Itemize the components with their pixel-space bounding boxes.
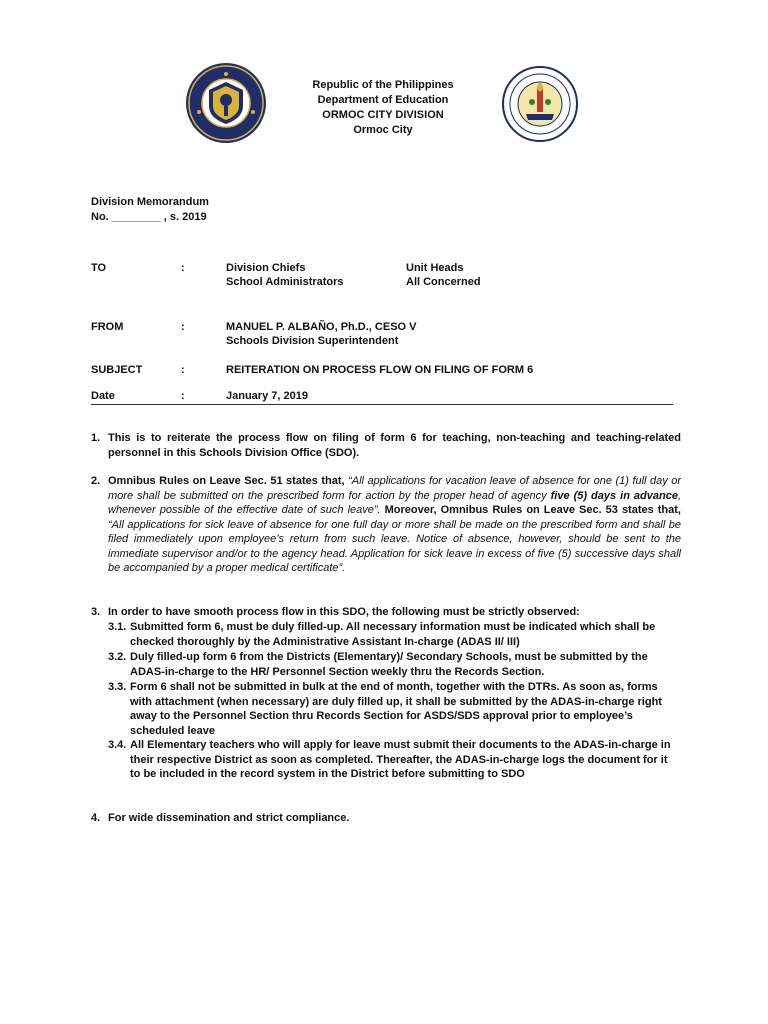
date-label: Date	[91, 390, 115, 402]
sub-item-3-3	[108, 680, 680, 738]
header-department: Department of Education	[317, 94, 449, 106]
ormoc-division-seal-logo	[502, 66, 578, 142]
deped-seal-logo	[185, 62, 267, 144]
sub-item-number: 3.2.	[108, 651, 127, 663]
subject-colon: :	[181, 364, 185, 376]
subject-label: SUBJECT	[91, 364, 143, 376]
letterhead	[290, 78, 476, 138]
divider-line	[91, 404, 673, 405]
sub-item-text: Form 6 shall not be submitted in bulk at the end of month, together with the DTRs. As soon as, forms with attachment (when necessary) are duly filled up, it shall be submitted by the ADAS-in-charge right away to the Personnel Section thru Records Section for ASDS/SDS approval prior to employee’s scheduled leave	[130, 681, 662, 737]
to-recipient-1: Division Chiefs	[226, 262, 306, 274]
sub-item-3-1	[108, 620, 680, 649]
header-city: Ormoc City	[353, 124, 413, 136]
to-recipient-3: Unit Heads	[406, 262, 464, 274]
from-colon: :	[181, 321, 185, 333]
to-label: TO	[91, 262, 107, 274]
paragraph-3	[91, 605, 681, 620]
memo-number-block	[91, 195, 209, 225]
from-label: FROM	[91, 321, 124, 333]
sub-item-3-2	[108, 650, 680, 679]
rule-53-intro: Moreover, Omnibus Rules on Leave Sec. 53 states that,	[380, 504, 681, 516]
sub-item-text: Duly filled-up form 6 from the Districts (Elementary)/ Secondary Schools, must be submitted by the ADAS-in-charge to the HR/ Personnel Section weekly thru the Records Section.	[130, 651, 648, 678]
paragraph-number: 3.	[91, 606, 101, 618]
from-title: Schools Division Superintendent	[226, 335, 399, 347]
rule-51-quote-end: , whenever possible of the effective date of such leave”.	[108, 489, 682, 516]
sub-item-text: All Elementary teachers who will apply for leave must submit their documents to the ADAS-in-charge in their respective District as soon as completed. Thereafter, the ADAS-in-charge logs the document for it to be included in the record system in the District before submitting to SDO	[130, 739, 671, 780]
paragraph-1	[91, 431, 681, 460]
paragraph-text: In order to have smooth process flow in this SDO, the following must be strictly observed:	[108, 606, 580, 618]
paragraph-number: 4.	[91, 812, 101, 824]
to-colon: :	[181, 262, 185, 274]
header-division: ORMOC CITY DIVISION	[322, 109, 444, 121]
sub-item-number: 3.1.	[108, 621, 127, 633]
paragraph-text: This is to reiterate the process flow on filing of form 6 for teaching, non-teaching and teaching-related personnel in this Schools Division Office (SDO).	[108, 432, 681, 459]
subject-value: REITERATION ON PROCESS FLOW ON FILING OF FORM 6	[226, 364, 534, 376]
memo-title: Division Memorandum	[91, 196, 209, 208]
rule-53-quote: “All applications for sick leave of absence for one full day or more shall be made on the prescribed form and shall be filed immediately upon employee’s return from such leave. Notice of absence, however, should be sent to the immediate supervisor and/or to the agency head. Application for sick leave in excess of five (5) successive days shall be accompanied by a proper medical certificate”.	[108, 518, 681, 574]
sub-item-3-4	[108, 738, 680, 782]
rule-51-quote: “All applications for vacation leave of absence for one (1) full day or more shall be submitted on the prescribed form for action by the proper head of agency	[108, 475, 681, 502]
rule-51-intro: Omnibus Rules on Leave Sec. 51 states that,	[108, 475, 349, 487]
paragraph-text: For wide dissemination and strict compliance.	[108, 812, 350, 824]
paragraph-number: 1.	[91, 432, 101, 444]
from-name: MANUEL P. ALBAÑO, Ph.D., CESO V	[226, 321, 417, 333]
date-colon: :	[181, 390, 185, 402]
header-republic: Republic of the Philippines	[312, 79, 454, 91]
paragraph-4	[91, 811, 681, 826]
paragraph-2	[91, 474, 681, 576]
paragraph-text	[108, 474, 681, 576]
date-value: January 7, 2019	[226, 390, 308, 402]
rule-51-emphasis: five (5) days in advance	[550, 489, 678, 502]
to-recipient-2: School Administrators	[226, 276, 344, 288]
sub-item-number: 3.4.	[108, 739, 127, 751]
memo-number: No. ________ , s. 2019	[91, 211, 207, 223]
to-recipient-4: All Concerned	[406, 276, 481, 288]
sub-item-text: Submitted form 6, must be duly filled-up. All necessary information must be indicated which shall be checked thoroughly by the Administrative Assistant In-charge (ADAS II/ III)	[130, 621, 656, 648]
sub-item-number: 3.3.	[108, 681, 127, 693]
paragraph-number: 2.	[91, 475, 101, 487]
